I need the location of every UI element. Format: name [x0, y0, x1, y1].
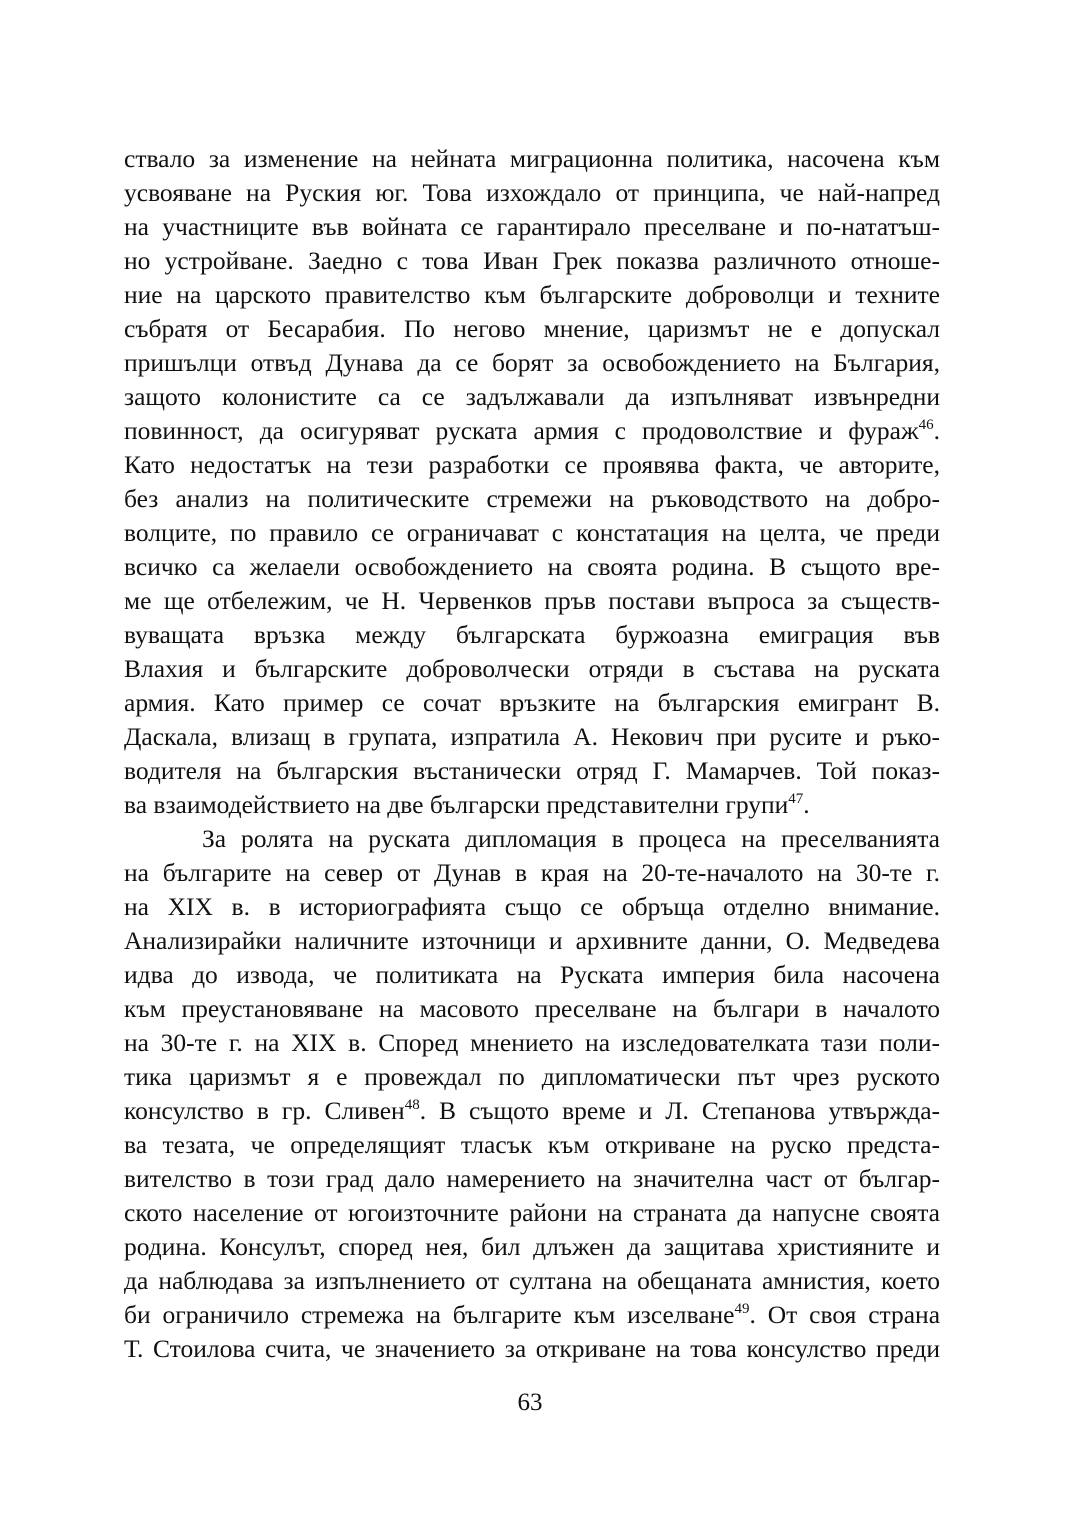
text-segment: консулство в гр. Сливен	[124, 1096, 405, 1125]
text-line	[124, 142, 940, 176]
text-line	[124, 958, 940, 992]
text-line	[124, 720, 940, 754]
text-line	[124, 890, 940, 924]
text-line	[124, 1128, 940, 1162]
text-segment: без анализ на политическите стремежи на ръководството на добро-	[124, 484, 940, 513]
text-line	[124, 822, 940, 856]
text-segment: събратя от Бесарабия. По негово мнение, царизмът не е допускал	[124, 314, 940, 343]
text-segment: ва тезата, че определящият тласък към откриване на руско предста-	[124, 1130, 940, 1159]
page-number: 63	[517, 1389, 543, 1416]
footnote-marker: 47	[788, 791, 804, 807]
text-segment: Анализирайки наличните източници и архивните данни, О. Медведева	[124, 926, 940, 955]
footnote-marker: 49	[734, 1301, 750, 1317]
text-segment: .	[803, 790, 810, 819]
text-segment: волците, по правило се ограничават с констатация на целта, че преди	[124, 518, 940, 547]
text-line	[124, 1162, 940, 1196]
text-segment: ското население от югоизточните райони на страната да напусне своята	[124, 1198, 940, 1227]
text-segment: да наблюдава за изпълнението от султана на обещаната амнистия, което	[124, 1266, 940, 1295]
text-line	[124, 618, 940, 652]
text-segment: повинност, да осигуряват руската армия с продоволствие и фураж	[124, 416, 919, 445]
text-segment: на участниците във войната се гарантирало преселване и по-нататъш-	[124, 212, 940, 241]
text-line	[124, 380, 940, 414]
text-line	[124, 754, 940, 788]
text-segment: пришълци отвъд Дунава да се борят за освобождението на България,	[124, 348, 940, 377]
text-line	[124, 924, 940, 958]
text-line	[124, 992, 940, 1026]
text-segment: идва до извода, че политиката на Руската империя била насочена	[124, 960, 940, 989]
footnote-marker: 46	[918, 417, 934, 433]
text-segment: родина. Консулът, според нея, бил длъжен да защитава християните и	[124, 1232, 940, 1261]
text-line	[124, 1026, 940, 1060]
text-line	[124, 482, 940, 516]
text-line	[124, 584, 940, 618]
text-line	[124, 1264, 940, 1298]
text-segment: усвояване на Руския юг. Това изхождало от принципа, че най-напред	[124, 178, 940, 207]
text-line	[124, 652, 940, 686]
text-line	[124, 1094, 940, 1128]
text-segment: ствало за изменение на нейната миграционна политика, насочена към	[124, 144, 940, 173]
text-line	[124, 1196, 940, 1230]
text-segment: защото колонистите са се задължавали да изпълняват извънредни	[124, 382, 940, 411]
text-segment: би ограничило стремежа на българите към изселване	[124, 1300, 735, 1329]
text-line	[124, 1230, 940, 1264]
text-segment: но устройване. Заедно с това Иван Грек показва различното отноше-	[124, 246, 940, 275]
text-line	[124, 1060, 940, 1094]
text-line	[124, 312, 940, 346]
page-body	[124, 142, 940, 1366]
text-line	[124, 788, 940, 822]
text-line	[124, 686, 940, 720]
text-segment: на XIX в. в историографията също се обръща отделно внимание.	[124, 892, 940, 921]
text-line	[124, 244, 940, 278]
text-line	[124, 414, 940, 448]
text-segment: армия. Като пример се сочат връзките на българския емигрант В.	[124, 688, 940, 717]
text-line	[124, 448, 940, 482]
text-segment: вителство в този град дало намерението на значителна част от българ-	[124, 1164, 940, 1193]
text-line	[124, 176, 940, 210]
text-segment: ме ще отбележим, че Н. Червенков пръв постави въпроса за съществ-	[124, 586, 940, 615]
text-segment: Като недостатък на тези разработки се проявява факта, че авторите,	[124, 450, 940, 479]
text-segment: ние на царското правителство към българските доброволци и техните	[124, 280, 940, 309]
text-segment: водителя на българския въстанически отряд Г. Мамарчев. Той показ-	[124, 756, 940, 785]
text-segment: Влахия и българските доброволчески отряди в състава на руската	[124, 654, 940, 683]
text-line	[124, 210, 940, 244]
text-segment: тика царизмът я е провеждал по дипломатически път чрез руското	[124, 1062, 940, 1091]
text-segment: вуващата връзка между българската буржоазна емиграция във	[124, 620, 940, 649]
text-line	[124, 1332, 940, 1366]
text-segment: на 30-те г. на XIX в. Според мнението на изследователката тази поли-	[124, 1028, 940, 1057]
text-segment: .	[933, 416, 940, 445]
text-line	[124, 346, 940, 380]
text-line	[124, 1298, 940, 1332]
text-segment: на българите на север от Дунав в края на 20-те-началото на 30-те г.	[124, 858, 940, 887]
text-line	[124, 856, 940, 890]
text-segment: . От своя страна	[749, 1300, 940, 1329]
text-segment: . В същото време и Л. Степанова утвържда-	[419, 1096, 940, 1125]
text-segment: Т. Стоилова счита, че значението за откриване на това консулство преди	[124, 1334, 940, 1363]
footnote-marker: 48	[404, 1097, 420, 1113]
text-segment: За ролята на руската дипломация в процеса на преселванията	[202, 824, 940, 853]
text-line	[124, 550, 940, 584]
text-line	[124, 278, 940, 312]
text-line	[124, 516, 940, 550]
text-segment: към преустановяване на масовото преселване на българи в началото	[124, 994, 940, 1023]
text-segment: ва взаимодействието на две български представителни групи	[124, 790, 789, 819]
text-segment: всичко са желаели освобождението на своята родина. В същото вре-	[124, 552, 940, 581]
text-segment: Даскала, влизащ в групата, изпратила А. Некович при русите и ръко-	[124, 722, 940, 751]
